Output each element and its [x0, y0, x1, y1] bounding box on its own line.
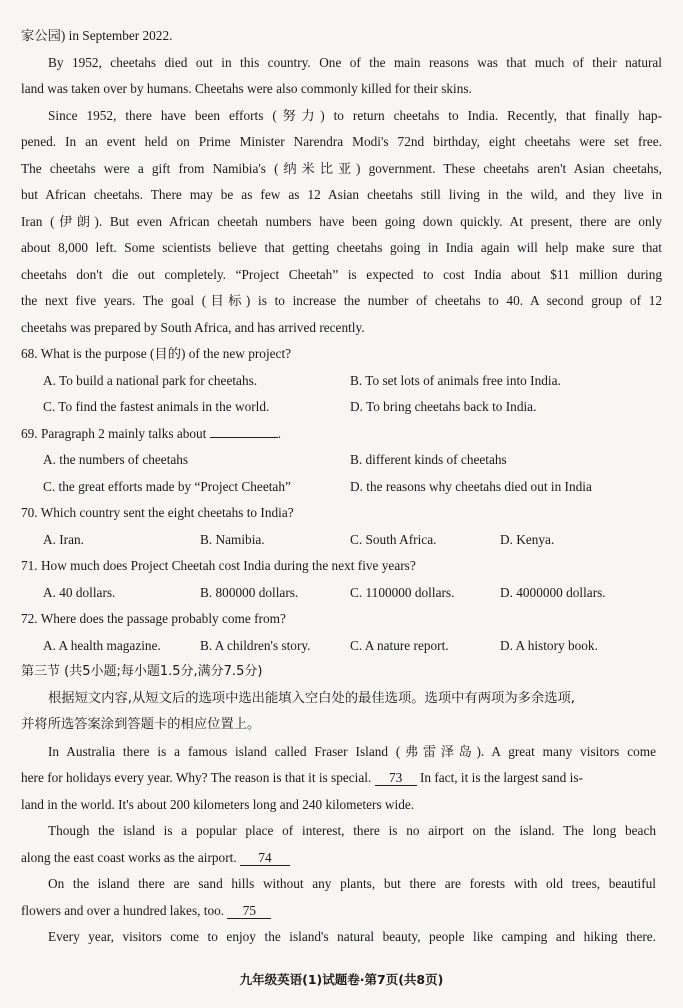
- passage-line: Since 1952, there have been efforts (努力) to return cheetahs to India. Recently, that finally hap-: [48, 108, 662, 123]
- passage-line: pened. In an event held on Prime Minister Narendra Modi's 72nd birthday, eight cheetahs were set free.: [21, 134, 662, 149]
- blank-74: 74: [240, 851, 290, 866]
- question-stem: 68. What is the purpose (目的) of the new project?: [21, 346, 292, 361]
- option-71-b: B. 800000 dollars.: [200, 585, 299, 600]
- passage-line: On the island there are sand hills without any plants, but there are forests with old trees, beautiful: [48, 876, 656, 891]
- passage-line: The cheetahs were a gift from Namibia's (纳米比亚) government. These cheetahs aren't Asian cheetahs,: [21, 161, 662, 176]
- option-71-d: D. 4000000 dollars.: [500, 585, 606, 600]
- passage-line: [21, 849, 290, 867]
- option-72-a: A. A health magazine.: [43, 638, 161, 653]
- passage-text: along the east coast works as the airport.: [21, 850, 237, 865]
- passage-line: [21, 769, 583, 787]
- option-69-d: D. the reasons why cheetahs died out in India: [350, 479, 592, 494]
- page-footer: 九年级英语(1)试题卷·第7页(共8页): [239, 972, 444, 987]
- passage-line: By 1952, cheetahs died out in this country. One of the main reasons was that much of their natural: [48, 55, 662, 70]
- option-69-b: B. different kinds of cheetahs: [350, 452, 507, 467]
- option-71-c: C. 1100000 dollars.: [350, 585, 455, 600]
- question-stem-text: 69. Paragraph 2 mainly talks about: [21, 426, 207, 441]
- passage-line: about 8,000 left. Some scientists believe that getting cheetahs going in India again will help make sure that: [21, 240, 662, 255]
- question-stem: 71. How much does Project Cheetah cost India during the next five years?: [21, 558, 416, 573]
- passage-line: Every year, visitors come to enjoy the island's natural beauty, people like camping and hiking there.: [48, 929, 656, 944]
- question-stem: [21, 425, 281, 443]
- passage-line: In Australia there is a famous island called Fraser Island (弗雷泽岛). A great many visitors come: [48, 744, 656, 759]
- answer-blank: [210, 437, 278, 438]
- option-70-b: B. Namibia.: [200, 532, 265, 547]
- passage-line: cheetahs don't die out completely. “Project Cheetah” is expected to cost India about $11 million during: [21, 267, 662, 282]
- passage-text: flowers and over a hundred lakes, too.: [21, 903, 225, 918]
- option-70-d: D. Kenya.: [500, 532, 555, 547]
- option-68-c: C. To find the fastest animals in the world.: [43, 399, 270, 414]
- option-69-a: A. the numbers of cheetahs: [43, 452, 189, 467]
- option-70-a: A. Iran.: [43, 532, 84, 547]
- passage-text: here for holidays every year. Why? The reason is that it is special.: [21, 770, 372, 785]
- section-heading: 第三节 (共5小题;每小题1.5分,满分7.5分): [21, 664, 263, 679]
- section-instruction: 根据短文内容,从短文后的选项中选出能填入空白处的最佳选项。选项中有两项为多余选项,: [48, 691, 576, 706]
- passage-text: In fact, it is the largest sand is-: [419, 770, 583, 785]
- question-stem: 70. Which country sent the eight cheetahs to India?: [21, 505, 294, 520]
- passage-line: but African cheetahs. There may be as few as 12 Asian cheetahs still living in the wild, and they live in: [21, 187, 662, 202]
- option-71-a: A. 40 dollars.: [43, 585, 116, 600]
- question-stem-end: .: [277, 426, 282, 441]
- passage-line: Iran (伊朗). But even African cheetah numbers have been going down quickly. At present, there are only: [21, 214, 662, 229]
- passage-line: land in the world. It's about 200 kilometers long and 240 kilometers wide.: [21, 797, 415, 812]
- passage-line: 家公园) in September 2022.: [21, 28, 173, 43]
- option-72-b: B. A children's story.: [200, 638, 311, 653]
- passage-line: cheetahs was prepared by South Africa, and has arrived recently.: [21, 320, 365, 335]
- option-72-d: D. A history book.: [500, 638, 598, 653]
- option-69-c: C. the great efforts made by “Project Cheetah”: [43, 479, 291, 494]
- blank-73: 73: [375, 771, 417, 786]
- question-stem: 72. Where does the passage probably come from?: [21, 611, 286, 626]
- option-70-c: C. South Africa.: [350, 532, 437, 547]
- option-72-c: C. A nature report.: [350, 638, 449, 653]
- option-68-b: B. To set lots of animals free into India.: [350, 373, 561, 388]
- passage-line: Though the island is a popular place of interest, there is no airport on the island. The long beach: [48, 823, 656, 838]
- section-instruction: 并将所选答案涂到答题卡的相应位置上。: [21, 717, 261, 732]
- option-68-a: A. To build a national park for cheetahs.: [43, 373, 258, 388]
- blank-75: 75: [227, 904, 271, 919]
- passage-line: the next five years. The goal (目标) is to increase the number of cheetahs to 40. A second group of 12: [21, 293, 662, 308]
- option-68-d: D. To bring cheetahs back to India.: [350, 399, 537, 414]
- passage-line: [21, 902, 271, 920]
- passage-line: land was taken over by humans. Cheetahs were also commonly killed for their skins.: [21, 81, 472, 96]
